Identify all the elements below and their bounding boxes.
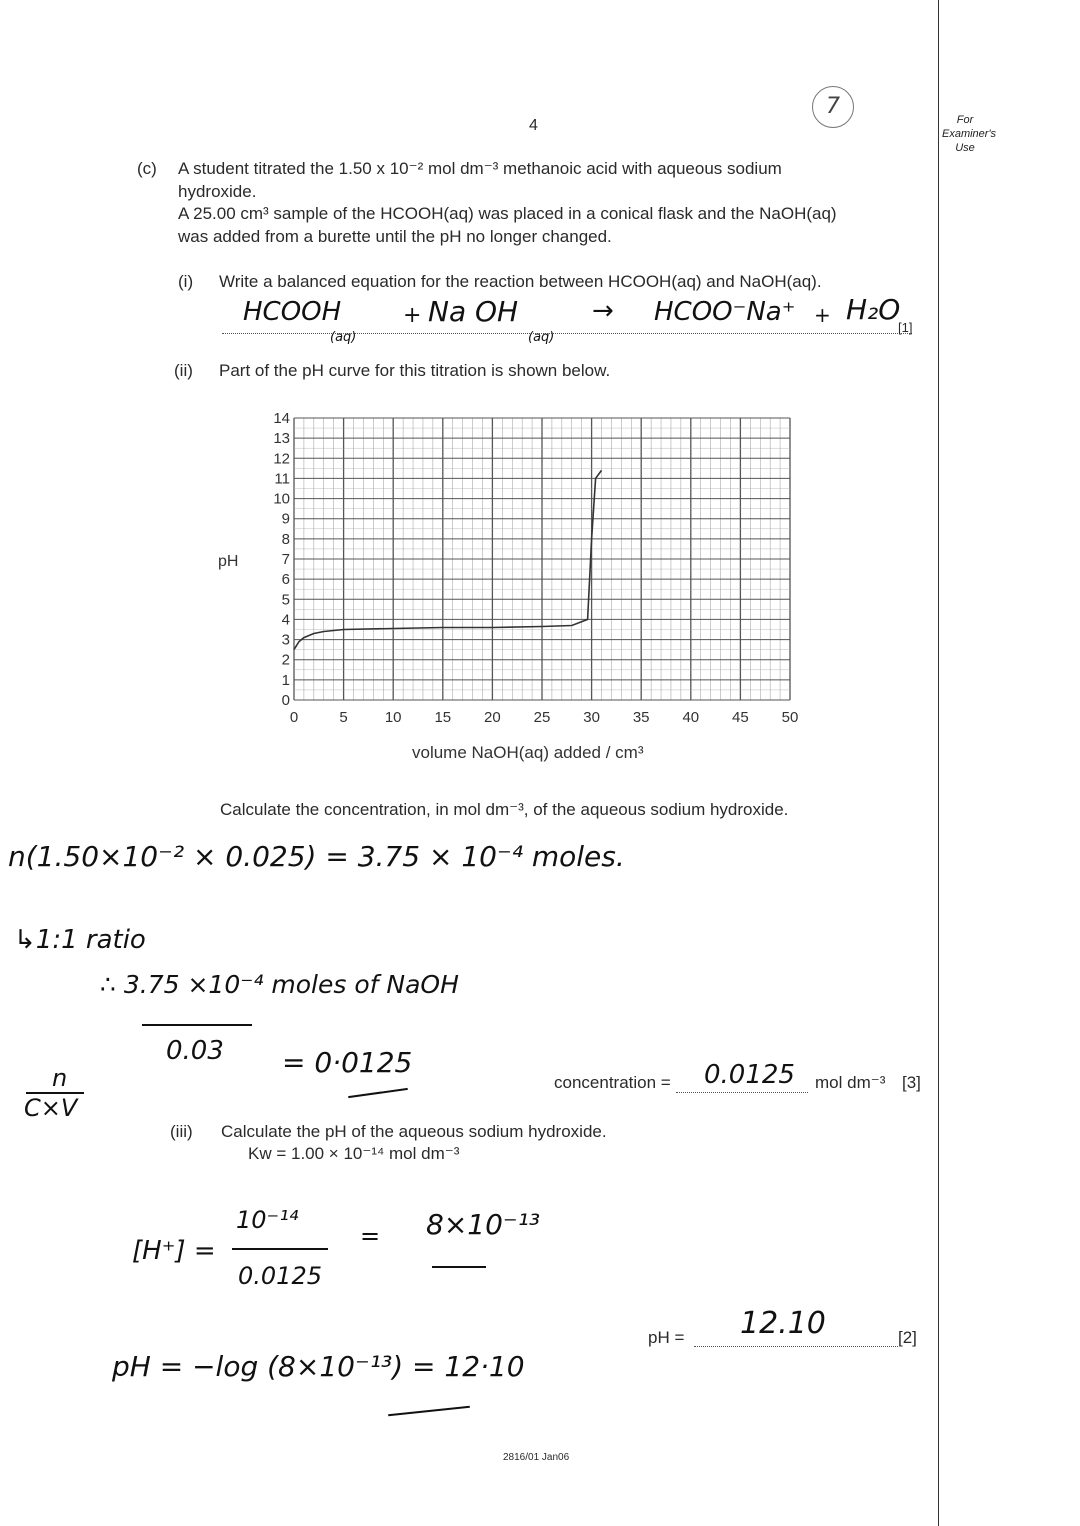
sub-label-iii: (iii)	[170, 1122, 193, 1141]
sub-ii-text: Part of the pH curve for this titration is shown below.	[219, 361, 611, 380]
x-tick-label: 40	[682, 709, 700, 726]
y-tick-label: 13	[273, 430, 290, 448]
x-tick-label: 25	[533, 709, 551, 726]
equation-answer-line	[222, 333, 912, 334]
ph-answer-line	[694, 1346, 898, 1347]
eq-plus-1: +	[403, 303, 422, 328]
x-tick-label: 30	[583, 709, 600, 726]
y-tick-label: 11	[274, 470, 290, 488]
ph-curve-chart	[200, 400, 820, 770]
moles-working: n(1.50×10⁻² × 0.025) = 3.75 × 10⁻⁴ moles.	[8, 840, 625, 873]
question-line-1: A student titrated the 1.50 x 10⁻² mol dm⁻³ methanoic acid with aqueous sodium	[178, 159, 782, 178]
examiner-margin-line	[938, 0, 939, 1526]
question-line-4: was added from a burette until the pH no longer changed.	[178, 227, 612, 246]
underline-ph	[388, 1406, 470, 1417]
x-tick-label: 45	[732, 709, 749, 726]
examiner-label-1: For	[956, 114, 974, 126]
x-axis-label: volume NaOH(aq) added / cm³	[412, 743, 644, 762]
eq-arrow: →	[592, 296, 614, 326]
sub-iii-text: Calculate the pH of the aqueous sodium hydroxide.	[221, 1122, 607, 1141]
y-tick-label: 12	[273, 450, 290, 468]
circled-mark: 7	[826, 94, 840, 119]
y-tick-label: 8	[281, 530, 290, 548]
concentration-answer-line	[676, 1092, 808, 1093]
eq-base-state: (aq)	[528, 330, 555, 345]
x-tick-label: 35	[632, 709, 650, 726]
marks-ii: [3]	[902, 1073, 921, 1092]
kw-value: Kw = 1.00 × 10⁻¹⁴ mol dm⁻³	[248, 1144, 460, 1163]
x-tick-label: 20	[484, 709, 501, 726]
chart-grid	[294, 418, 790, 700]
y-tick-label: 14	[273, 410, 290, 427]
eq-water: H₂O	[846, 293, 901, 326]
formula-n: n	[52, 1064, 68, 1092]
x-tick-label: 15	[434, 709, 452, 726]
x-tick-label: 10	[384, 709, 402, 726]
fraction-bar-3	[232, 1248, 328, 1250]
h-numerator: 10⁻¹⁴	[236, 1206, 299, 1234]
y-tick-label: 5	[281, 591, 290, 609]
y-tick-label: 2	[281, 651, 290, 669]
y-tick-label: 7	[281, 551, 290, 568]
eq-base: Na OH	[428, 295, 519, 328]
underline-h-result	[432, 1266, 486, 1268]
sub-i-text: Write a balanced equation for the reaction between HCOOH(aq) and NaOH(aq).	[219, 272, 822, 291]
ph-working: pH = −log (8×10⁻¹³) = 12·10	[112, 1350, 525, 1383]
examiner-label-3: Use	[955, 142, 975, 154]
sub-label-i: (i)	[178, 272, 194, 291]
question-line-3: A 25.00 cm³ sample of the HCOOH(aq) was placed in a conical flask and the NaOH(aq)	[178, 204, 837, 223]
concentration-unit: mol dm⁻³	[815, 1073, 886, 1092]
marks-i: [1]	[898, 320, 913, 335]
naoh-moles: ∴ 3.75 ×10⁻⁴ moles of NaOH	[100, 970, 459, 999]
y-tick-label: 4	[281, 611, 290, 629]
part-label-c: (c)	[137, 159, 157, 178]
concentration-result: = 0·0125	[282, 1046, 413, 1079]
examiner-label-2: Examiner's	[942, 128, 997, 140]
ratio-note: ↳1:1 ratio	[14, 925, 146, 955]
ph-curve-line	[294, 470, 602, 649]
eq-acid-state: (aq)	[330, 330, 357, 345]
footer-code: 2816/01 Jan06	[503, 1452, 570, 1463]
formula-cxv: C×V	[24, 1094, 78, 1122]
mark-circle	[812, 86, 854, 128]
y-tick-label: 6	[281, 571, 290, 589]
h-denominator: 0.0125	[238, 1262, 322, 1290]
eq-plus-2: +	[814, 303, 831, 327]
marks-iii: [2]	[898, 1328, 917, 1347]
underline-result	[348, 1088, 408, 1098]
sub-ii-calc-text: Calculate the concentration, in mol dm⁻³, of the aqueous sodium hydroxide.	[220, 800, 789, 819]
y-tick-label: 3	[281, 631, 290, 649]
concentration-answer: 0.0125	[704, 1060, 795, 1090]
y-axis-label: pH	[218, 553, 239, 570]
eq-salt: HCOO⁻Na⁺	[654, 297, 796, 327]
h-plus-label: [H⁺] =	[132, 1236, 216, 1266]
page-number: 4	[529, 117, 538, 134]
y-tick-label: 1	[281, 671, 290, 689]
ph-answer-label: pH =	[648, 1328, 685, 1347]
chart-ticks	[273, 410, 798, 726]
fraction-bar-1	[142, 1024, 252, 1026]
denominator: 0.03	[166, 1036, 224, 1066]
y-tick-label: 9	[281, 510, 290, 528]
x-tick-label: 5	[339, 709, 348, 726]
y-tick-label: 0	[281, 692, 290, 709]
sub-label-ii: (ii)	[174, 361, 193, 380]
h-equals: =	[360, 1222, 381, 1250]
concentration-label: concentration =	[554, 1073, 671, 1092]
h-result: 8×10⁻¹³	[426, 1208, 541, 1241]
examiner-box	[942, 113, 997, 155]
question-line-2: hydroxide.	[178, 182, 257, 201]
x-tick-label: 50	[781, 709, 799, 726]
eq-acid: HCOOH	[243, 297, 342, 327]
x-tick-label: 0	[289, 709, 299, 726]
y-tick-label: 10	[273, 490, 290, 508]
ph-answer: 12.10	[740, 1306, 826, 1341]
